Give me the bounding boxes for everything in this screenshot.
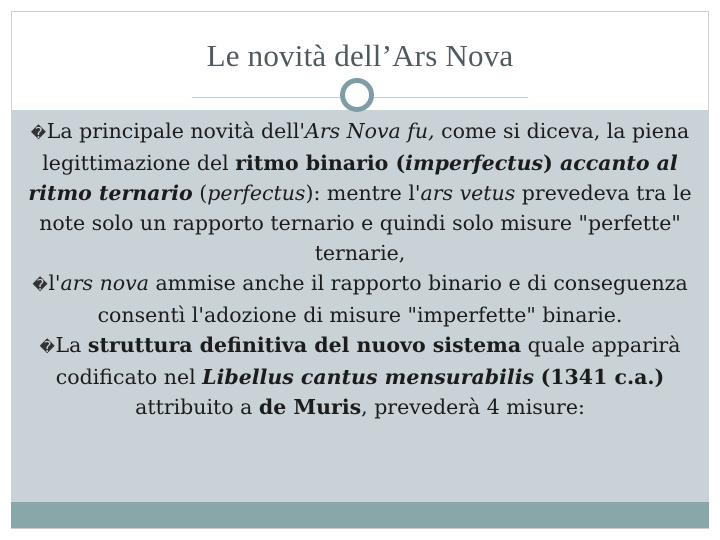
run: (1341 c.a.) [540,365,665,389]
run: , prevederà 4 misure: [361,395,585,419]
run: ) [543,151,560,175]
run: Ars Nova fu, [305,119,435,143]
bullet-paragraph-3 [14,330,706,422]
run: struttura definitiva del nuovo sistema [87,333,522,357]
run: Libellus cantus mensurabilis [202,365,535,389]
run: perfectus [207,181,306,205]
bullet-icon: � [32,276,48,294]
run: prevedeva tra le note solo un rapporto ternario e quindi solo misure "perfette" ternarie, [39,181,692,265]
run: de Muris [258,395,362,419]
run: ars vetus [420,181,516,205]
run: ( [192,181,208,205]
run: ars nova [60,271,149,295]
run: La [55,333,88,357]
run: l' [48,271,61,295]
slide-title: Le novità dell’Ars Nova [206,38,514,73]
bullet-paragraph-1 [14,116,706,268]
bullet-icon: � [30,124,47,142]
circle-ornament-icon [340,78,374,112]
run: La principale novità dell' [46,119,306,143]
run: quale apparirà codificato nel [55,333,681,389]
bullet-paragraph-2 [14,268,706,330]
run: imperfectus [405,151,544,175]
run: come si diceva, la piena legittimazione del [42,119,690,175]
footer-bar [11,502,709,528]
run: ritmo binario ( [235,151,406,175]
run: accanto al ritmo ternario [28,151,678,205]
body-text [14,116,706,422]
bullet-icon: � [39,338,55,356]
run: ammise anche il rapporto binario e di conseguenza consentì l'adozione di misure "imperfette" binarie. [97,271,688,327]
run: ): mentre l' [305,181,421,205]
run: attribuito a [135,395,259,419]
